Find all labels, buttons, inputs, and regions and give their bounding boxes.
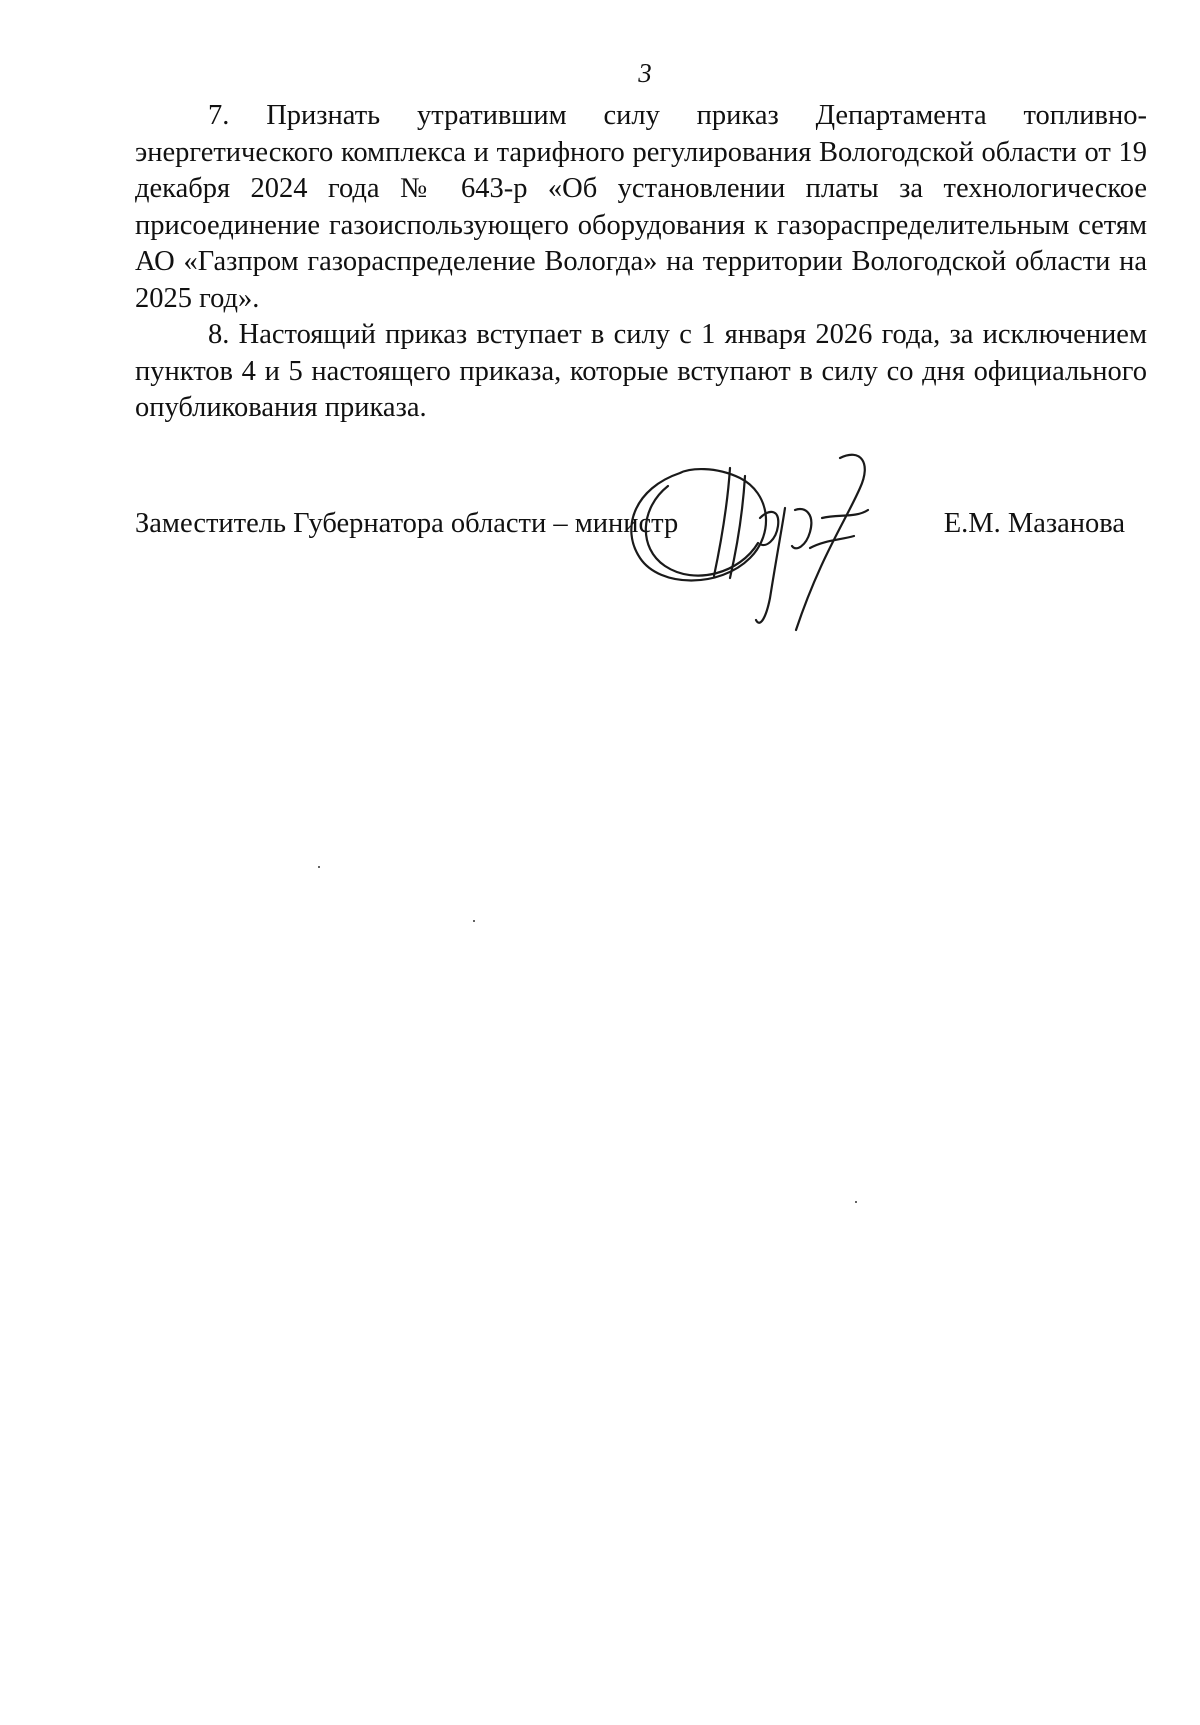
signer-title: Заместитель Губернатора области – министр bbox=[135, 508, 679, 539]
scan-speck bbox=[473, 920, 475, 922]
handwritten-signature bbox=[610, 448, 940, 648]
paragraph-7: 7. Признать утратившим силу приказ Департамента топливно-энергетического комплекса и тарифного регулирования Вологодской области от 19 декабря 2024 года № 643-р «Об установлении платы за технологическое присоединение газоиспользующего оборудования к газораспределительным сетям АО «Газпром газораспределение Вологда» на территории Вологодской области на 2025 год». bbox=[135, 100, 1147, 314]
page-number: 3 bbox=[638, 58, 652, 88]
paragraph-8: 8. Настоящий приказ вступает в силу с 1 января 2026 года, за исключением пунктов 4 и 5 настоящего приказа, которые вступают в силу со дня официального опубликования приказа. bbox=[135, 319, 1147, 423]
scan-speck bbox=[855, 1201, 857, 1203]
document-body bbox=[135, 98, 1147, 427]
scan-speck bbox=[318, 866, 320, 868]
signer-name: Е.М. Мазанова bbox=[943, 508, 1125, 539]
